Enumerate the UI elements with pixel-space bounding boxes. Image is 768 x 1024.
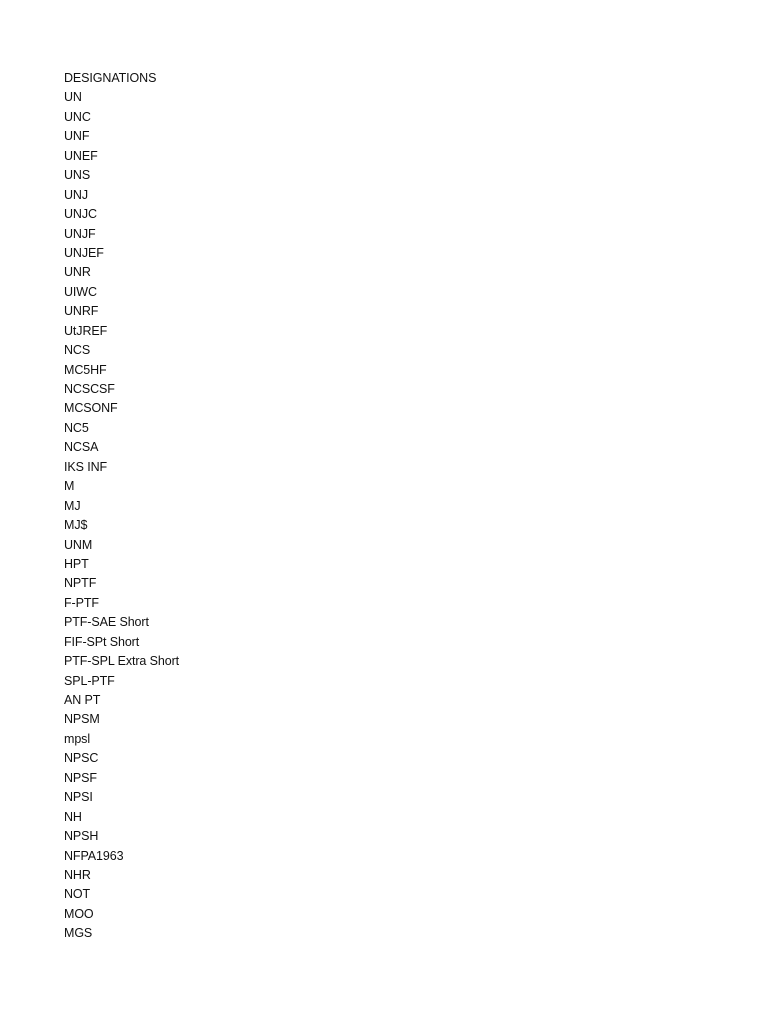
list-item: HPT bbox=[64, 556, 89, 571]
list-item: UNM bbox=[64, 537, 93, 552]
list-item: NC5 bbox=[64, 420, 89, 435]
designation-list bbox=[64, 69, 179, 944]
list-item: M bbox=[64, 479, 75, 494]
list-item: NCSCSF bbox=[64, 382, 115, 396]
list-item: IKS INF bbox=[64, 459, 108, 474]
list-item: PTF-SAE Short bbox=[64, 615, 149, 630]
list-item: NCS bbox=[64, 343, 91, 358]
list-item: UNC bbox=[64, 109, 91, 124]
designation-items bbox=[64, 88, 179, 943]
list-item: UtJREF bbox=[64, 323, 108, 338]
list-item: NPSH bbox=[64, 829, 99, 844]
list-item: NH bbox=[64, 809, 82, 824]
list-item: UNF bbox=[64, 129, 90, 144]
list-heading: DESIGNATIONS bbox=[64, 71, 157, 85]
list-item: MJ bbox=[64, 498, 81, 513]
list-item: UNR bbox=[64, 265, 91, 280]
list-item: UNJC bbox=[64, 207, 97, 222]
list-item: UNJEF bbox=[64, 245, 104, 260]
list-item: PTF-SPL Extra Short bbox=[64, 654, 180, 669]
list-item: NPSM bbox=[64, 712, 100, 727]
list-item: MCSONF bbox=[64, 401, 118, 416]
list-item: UIWC bbox=[64, 284, 97, 299]
list-item: NPSI bbox=[64, 790, 93, 805]
list-item: NPSC bbox=[64, 751, 99, 766]
list-item: MC5HF bbox=[64, 362, 107, 377]
list-item: mpsl bbox=[64, 731, 90, 746]
list-item: UNS bbox=[64, 168, 91, 183]
list-item: UNRF bbox=[64, 304, 99, 319]
list-item: AN PT bbox=[64, 693, 101, 707]
list-item: MJ$ bbox=[64, 518, 88, 533]
list-item: MGS bbox=[64, 926, 93, 941]
list-item: UNEF bbox=[64, 148, 98, 163]
list-item: SPL-PTF bbox=[64, 673, 115, 688]
list-item: NFPA1963 bbox=[64, 848, 124, 863]
list-item: NPTF bbox=[64, 576, 97, 591]
list-item: UN bbox=[64, 90, 82, 105]
list-item: NOT bbox=[64, 887, 91, 902]
list-item: FIF-SPt Short bbox=[64, 634, 140, 649]
list-item: F-PTF bbox=[64, 595, 99, 610]
list-item: NHR bbox=[64, 867, 91, 882]
list-item: NCSA bbox=[64, 440, 99, 455]
list-item: MOO bbox=[64, 906, 94, 921]
list-item: UNJF bbox=[64, 226, 96, 241]
list-item: NPSF bbox=[64, 770, 97, 785]
list-item: UNJ bbox=[64, 187, 89, 202]
